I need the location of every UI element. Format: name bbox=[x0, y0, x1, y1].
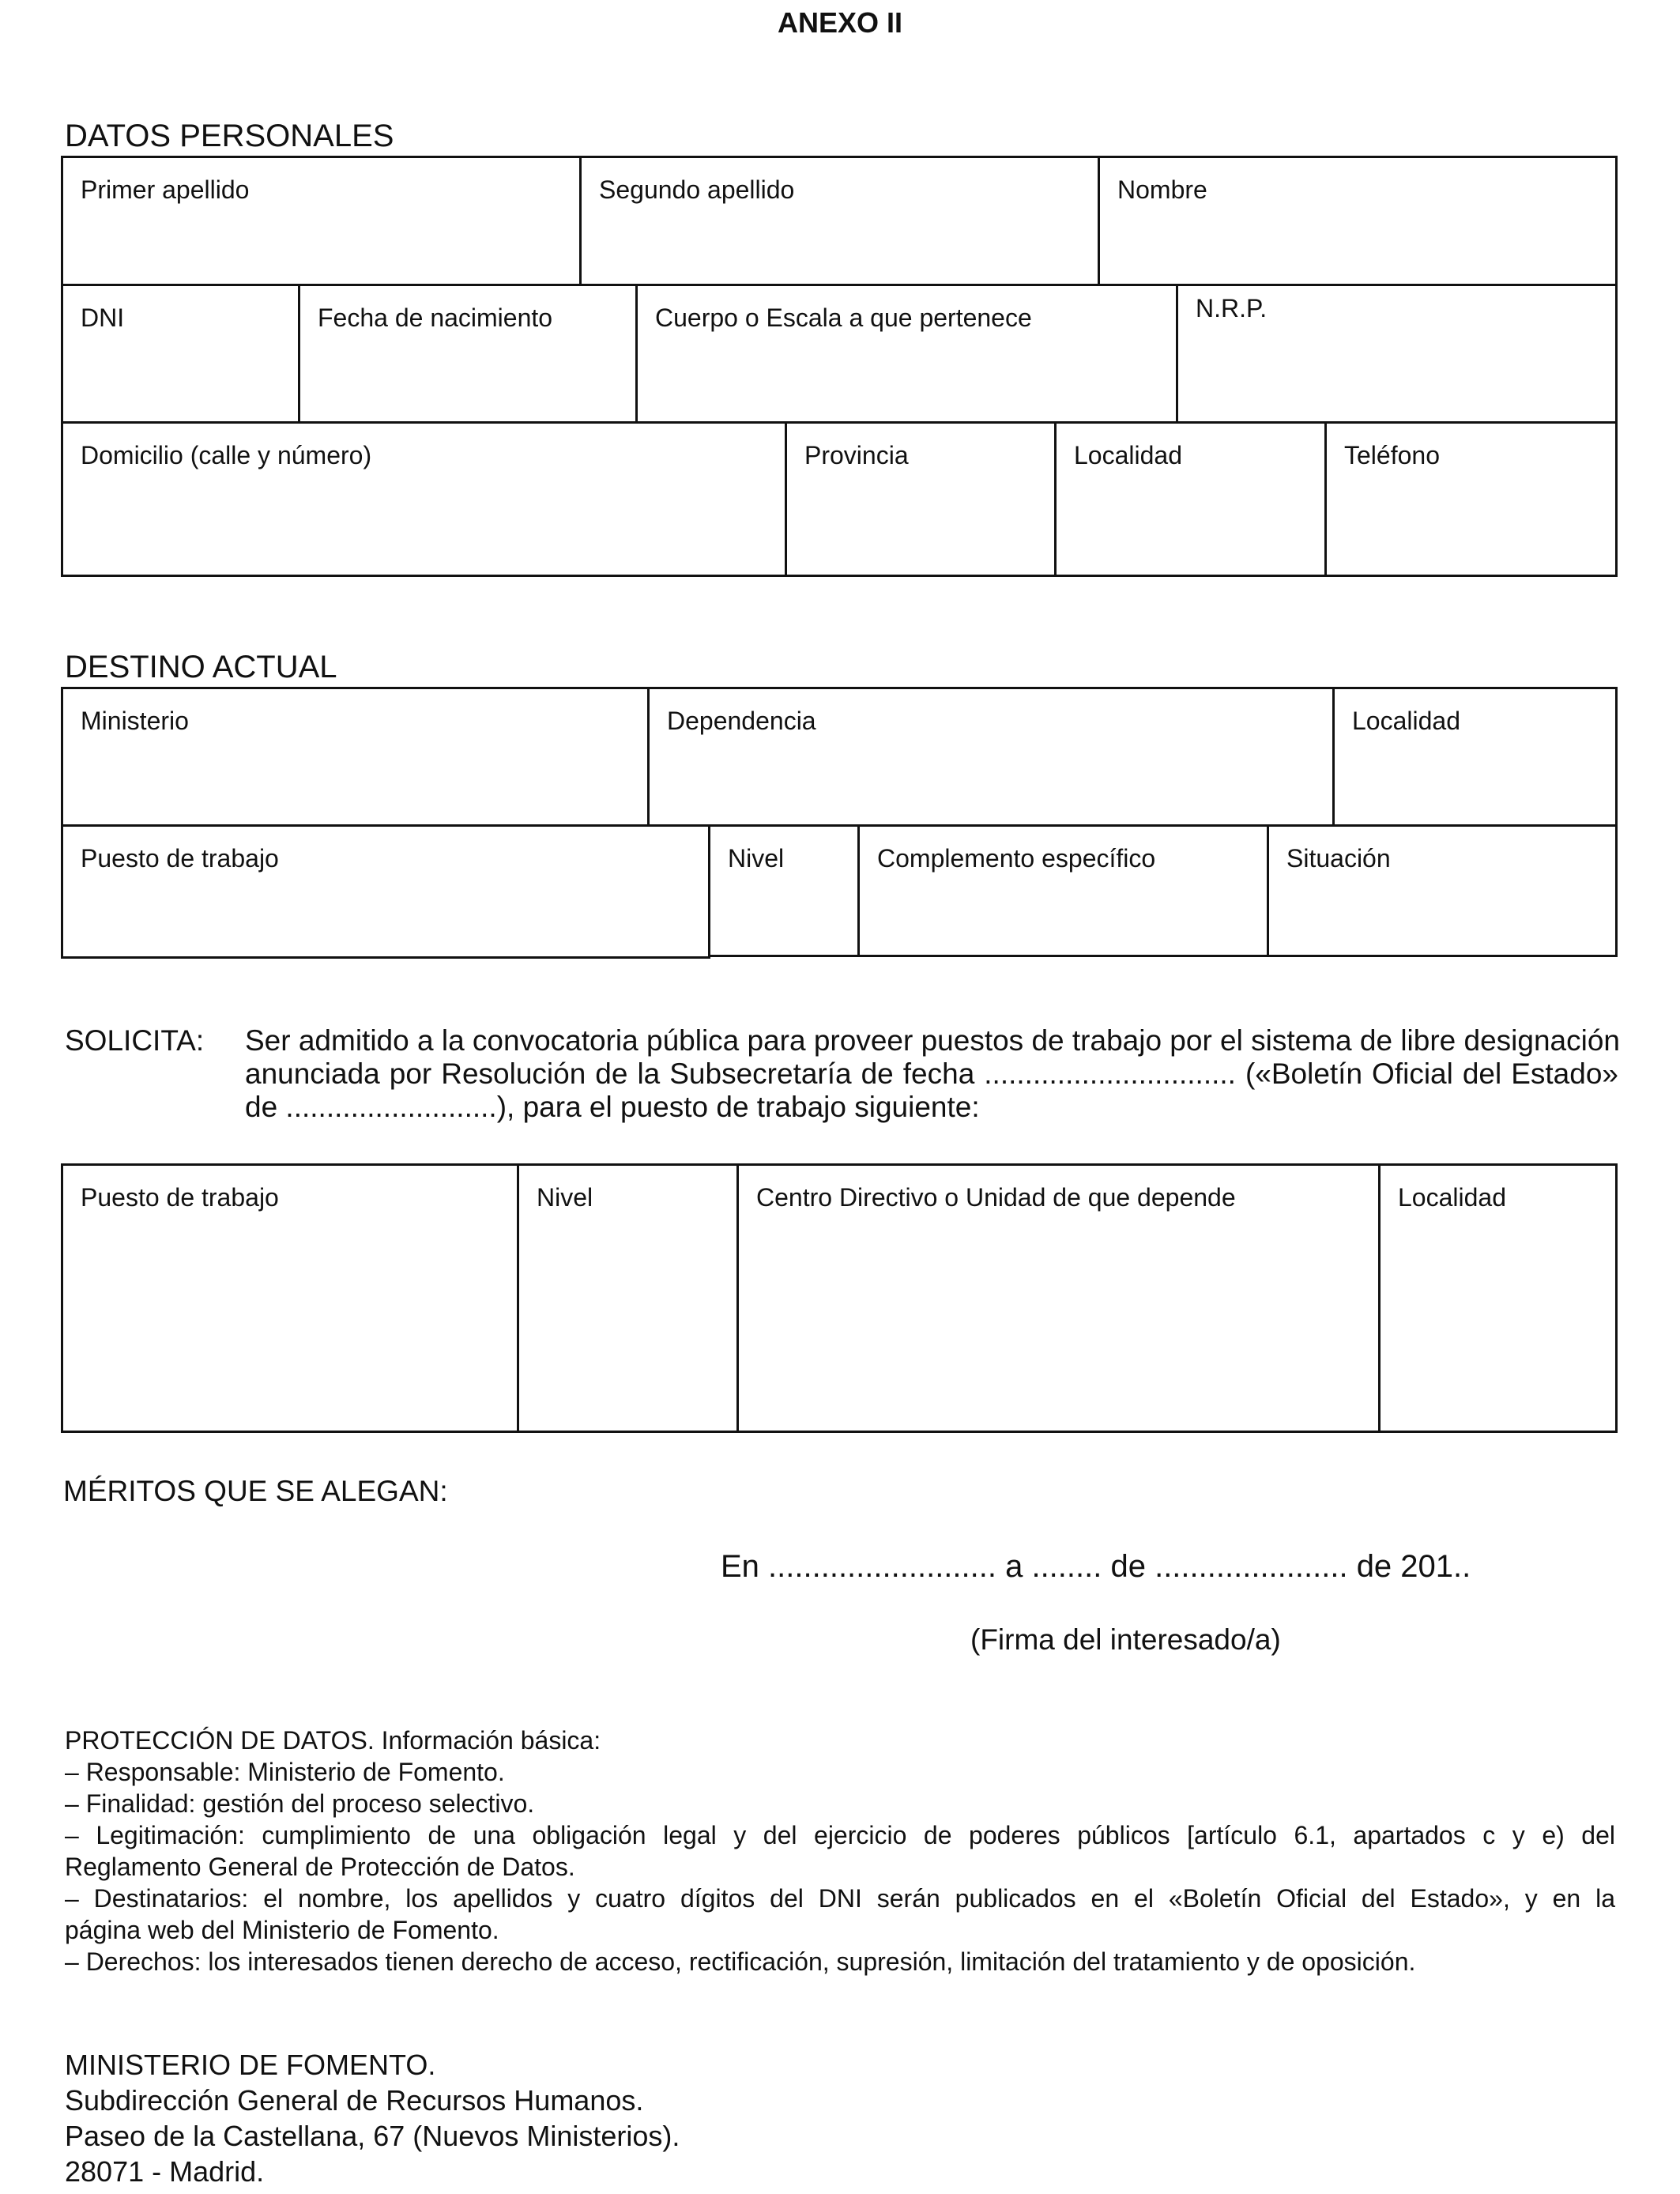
footer-line-1: MINISTERIO DE FOMENTO. bbox=[65, 2049, 436, 2081]
field-nivel-actual[interactable] bbox=[708, 824, 860, 957]
field-label: Ministerio bbox=[81, 707, 189, 735]
field-label: Cuerpo o Escala a que pertenece bbox=[655, 303, 1032, 332]
meritos-heading: MÉRITOS QUE SE ALEGAN: bbox=[63, 1475, 448, 1507]
proteccion-heading: PROTECCIÓN DE DATOS. Información básica: bbox=[65, 1726, 601, 1755]
field-label: Localidad bbox=[1352, 707, 1460, 735]
field-situacion[interactable] bbox=[1267, 824, 1618, 957]
field-label: Puesto de trabajo bbox=[81, 1183, 279, 1212]
field-label: Centro Directivo o Unidad de que depende bbox=[756, 1183, 1236, 1212]
proteccion-destinatarios-1: – Destinatarios: el nombre, los apellidos y cuatro dígitos del DNI serán publicados en el «Boletín Oficial del Estado», y en la bbox=[65, 1884, 1615, 1913]
field-label: Situación bbox=[1286, 844, 1391, 873]
field-label: Segundo apellido bbox=[599, 175, 795, 204]
field-domicilio[interactable] bbox=[61, 421, 787, 577]
field-label: Complemento específico bbox=[877, 844, 1156, 873]
firma-label: (Firma del interesado/a) bbox=[970, 1623, 1281, 1656]
field-centro-directivo[interactable] bbox=[736, 1163, 1381, 1433]
field-dependencia[interactable] bbox=[647, 687, 1335, 827]
field-fecha-nacimiento[interactable] bbox=[298, 284, 638, 424]
proteccion-destinatarios-2: página web del Ministerio de Fomento. bbox=[65, 1916, 499, 1944]
solicita-text bbox=[245, 1024, 1621, 1124]
field-puesto-trabajo-solicitado[interactable] bbox=[61, 1163, 519, 1433]
field-label: Nivel bbox=[537, 1183, 593, 1212]
field-label: Puesto de trabajo bbox=[81, 844, 279, 873]
footer-line-3: Paseo de la Castellana, 67 (Nuevos Ministerios). bbox=[65, 2120, 680, 2152]
field-segundo-apellido[interactable] bbox=[579, 156, 1100, 286]
field-label: Provincia bbox=[804, 441, 909, 469]
field-localidad[interactable] bbox=[1054, 421, 1327, 577]
field-label: Primer apellido bbox=[81, 175, 250, 204]
field-label: Nombre bbox=[1117, 175, 1207, 204]
footer-line-4: 28071 - Madrid. bbox=[65, 2155, 265, 2188]
field-label: Domicilio (calle y número) bbox=[81, 441, 372, 469]
datos-personales-heading: DATOS PERSONALES bbox=[65, 119, 394, 153]
field-label: Teléfono bbox=[1344, 441, 1440, 469]
field-dni[interactable] bbox=[61, 284, 300, 424]
field-label: Localidad bbox=[1398, 1183, 1506, 1212]
solicita-label: SOLICITA: bbox=[65, 1024, 205, 1057]
field-label: DNI bbox=[81, 303, 125, 332]
field-primer-apellido[interactable] bbox=[61, 156, 582, 286]
field-nombre[interactable] bbox=[1098, 156, 1618, 286]
field-label: N.R.P. bbox=[1196, 294, 1268, 322]
solicita-line-2: anunciada por Resolución de la Subsecretaría de fecha ............................... («Boletín Oficial del Estado» bbox=[245, 1057, 1618, 1090]
fecha-lugar-line: En .......................... a ........ de ...................... de 201.. bbox=[721, 1549, 1471, 1584]
solicita-line-1: Ser admitido a la convocatoria pública para proveer puestos de trabajo por el sistema de libre designación bbox=[245, 1024, 1621, 1057]
field-cuerpo-escala[interactable] bbox=[635, 284, 1178, 424]
field-puesto-trabajo-actual[interactable] bbox=[61, 824, 710, 959]
footer-address bbox=[65, 2047, 680, 2189]
field-nrp[interactable] bbox=[1176, 284, 1618, 424]
proteccion-legitimacion-1: – Legitimación: cumplimiento de una obligación legal y del ejercicio de poderes públicos [artículo 6.1, apartados c y e) del bbox=[65, 1821, 1615, 1849]
field-label: Dependencia bbox=[667, 707, 816, 735]
field-label: Fecha de nacimiento bbox=[318, 303, 553, 332]
proteccion-responsable: – Responsable: Ministerio de Fomento. bbox=[65, 1758, 505, 1786]
field-nivel-solicitado[interactable] bbox=[517, 1163, 739, 1433]
proteccion-finalidad: – Finalidad: gestión del proceso selectivo. bbox=[65, 1789, 535, 1818]
field-telefono[interactable] bbox=[1324, 421, 1618, 577]
field-localidad-destino[interactable] bbox=[1332, 687, 1618, 827]
proteccion-derechos: – Derechos: los interesados tienen derecho de acceso, rectificación, supresión, limitación del tratamiento y de oposición. bbox=[65, 1947, 1416, 1976]
footer-line-2: Subdirección General de Recursos Humanos. bbox=[65, 2084, 644, 2117]
field-label: Localidad bbox=[1074, 441, 1182, 469]
proteccion-legitimacion-2: Reglamento General de Protección de Datos. bbox=[65, 1853, 575, 1881]
field-localidad-solicitada[interactable] bbox=[1378, 1163, 1618, 1433]
proteccion-datos bbox=[65, 1725, 1615, 1977]
field-complemento-especifico[interactable] bbox=[857, 824, 1269, 957]
field-label: Nivel bbox=[728, 844, 785, 873]
field-ministerio[interactable] bbox=[61, 687, 650, 827]
field-provincia[interactable] bbox=[785, 421, 1057, 577]
document-title: ANEXO II bbox=[777, 6, 903, 39]
destino-actual-heading: DESTINO ACTUAL bbox=[65, 650, 337, 684]
solicita-line-3: de ..........................), para el puesto de trabajo siguiente: bbox=[245, 1091, 980, 1123]
